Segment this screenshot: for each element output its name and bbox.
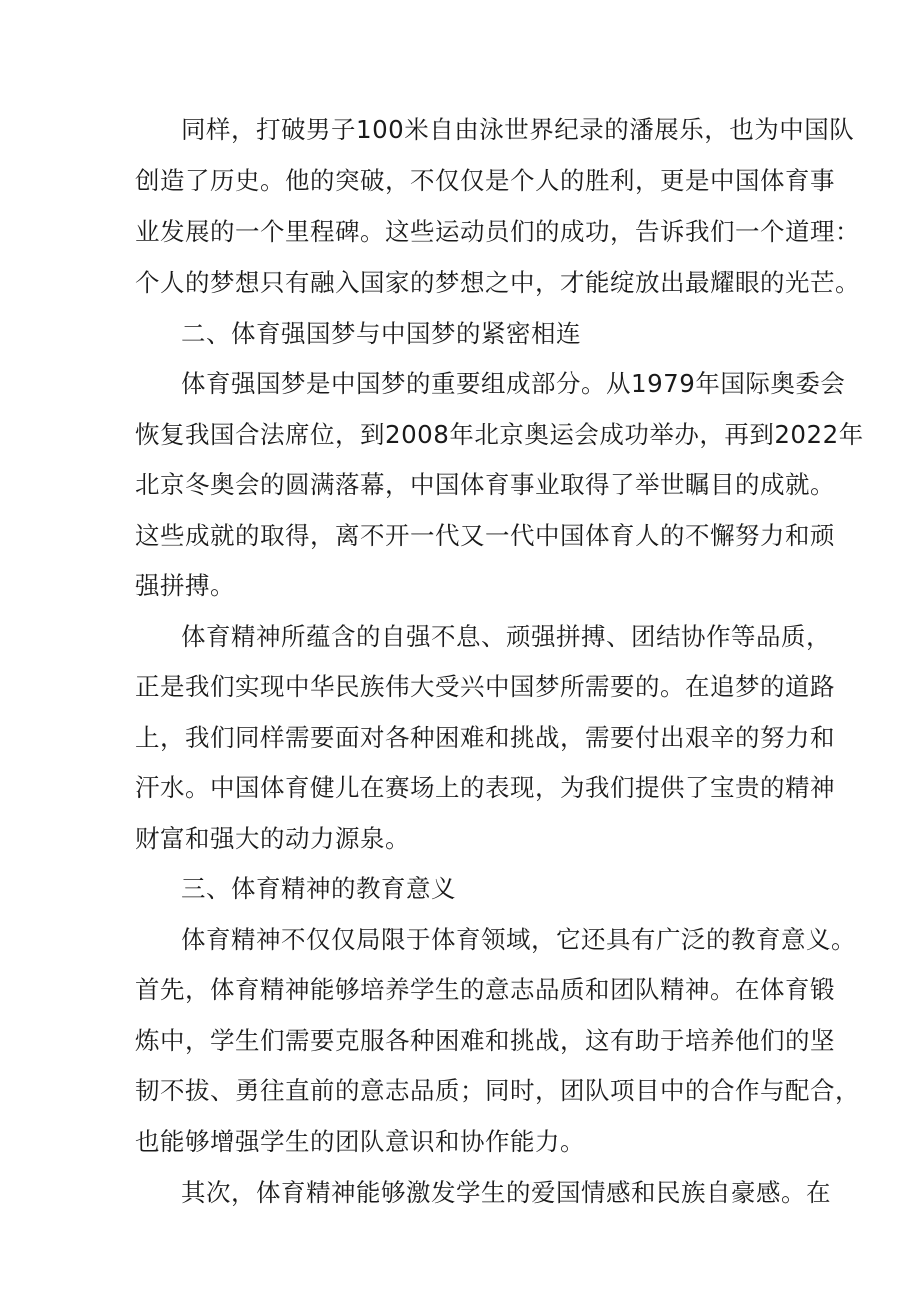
paragraph-line: 同样，打破男子100米自由泳世界纪录的潘展乐，也为中国队 [181, 115, 855, 144]
paragraph-line: 汗水。中国体育健儿在赛场上的表现，为我们提供了宝贵的精神 [135, 773, 835, 802]
paragraph-line: 这些成就的取得，离不开一代又一代中国体育人的不懈努力和顽 [135, 521, 835, 550]
paragraph-line: 首先，体育精神能够培养学生的意志品质和团队精神。在体育锻 [135, 975, 835, 1004]
paragraph-line: 也能够增强学生的团队意识和协作能力。 [135, 1127, 585, 1156]
paragraph-line: 创造了历史。他的突破，不仅仅是个人的胜利，更是中国体育事 [135, 166, 835, 195]
paragraph-line: 其次，体育精神能够激发学生的爱国情感和民族自豪感。在 [181, 1178, 831, 1207]
section-heading: 二、体育强国梦与中国梦的紧密相连 [181, 319, 581, 348]
paragraph-line: 财富和强大的动力源泉。 [135, 824, 410, 853]
paragraph-line: 体育精神不仅仅局限于体育领域，它还具有广泛的教育意义。 [181, 925, 856, 954]
paragraph-line: 业发展的一个里程碑。这些运动员们的成功，告诉我们一个道理： [135, 217, 860, 246]
paragraph-line: 体育强国梦是中国梦的重要组成部分。从1979年国际奥委会 [181, 369, 846, 398]
paragraph-line: 体育精神所蕴含的自强不息、顽强拼搏、团结协作等品质， [181, 622, 831, 651]
section-heading: 三、体育精神的教育意义 [181, 874, 456, 903]
paragraph-line: 个人的梦想只有融入国家的梦想之中，才能绽放出最耀眼的光芒。 [135, 268, 860, 297]
paragraph-line: 强拼搏。 [135, 571, 235, 600]
paragraph-line: 北京冬奥会的圆满落幕，中国体育事业取得了举世瞩目的成就。 [135, 470, 835, 499]
paragraph-line: 上，我们同样需要面对各种困难和挑战，需要付出艰辛的努力和 [135, 723, 835, 752]
paragraph-line: 恢复我国合法席位，到2008年北京奥运会成功举办，再到2022年 [135, 420, 864, 449]
paragraph-line: 韧不拔、勇往直前的意志品质；同时，团队项目中的合作与配合， [135, 1076, 860, 1105]
paragraph-line: 炼中，学生们需要克服各种困难和挑战，这有助于培养他们的坚 [135, 1026, 835, 1055]
paragraph-line: 正是我们实现中华民族伟大受兴中国梦所需要的。在追梦的道路 [135, 672, 835, 701]
